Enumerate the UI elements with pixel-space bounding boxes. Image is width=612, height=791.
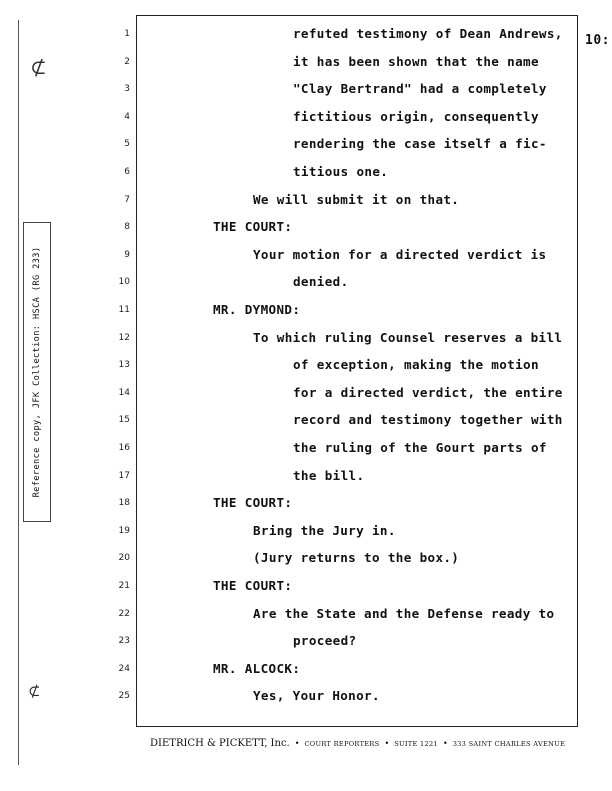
line-number: 12 [118,332,130,343]
transcript-line: Yes, Your Honor. [253,688,380,704]
page-number: 10: [585,33,610,48]
transcript-line: THE COURT: [213,495,293,511]
transcript-line: "Clay Bertrand" had a completely [293,81,547,97]
footer: DIETRICH & PICKETT, Inc. • COURT REPORTERS • SUITE 1221 • 333 SAINT CHARLES AVENUE [150,738,566,749]
line-number: 24 [118,663,130,674]
footer-firm: DIETRICH & PICKETT, Inc. [150,738,290,749]
line-number: 7 [124,194,130,205]
transcript-line: for a directed verdict, the entire [293,384,563,400]
transcript-line: fictitious origin, consequently [293,108,539,124]
line-number: 6 [124,167,130,177]
punch-hole-mark: ⊄ [28,682,41,700]
transcript-line: refuted testimony of Dean Andrews, [293,26,563,41]
transcript-line: titious one. [293,164,389,179]
transcript-line: MR. ALCOCK: [213,660,301,676]
line-number: 15 [118,415,130,426]
footer-label-suite: SUITE 1221 [394,740,438,748]
line-number: 9 [124,249,130,260]
transcript-line: Your motion for a directed verdict is [253,246,547,262]
transcript-line: Bring the Jury in. [253,522,396,538]
transcript-line: proceed? [293,633,357,649]
transcript-line: rendering the case itself a fic- [293,136,547,152]
line-number: 16 [118,443,130,453]
footer-label-reporters: COURT REPORTERS [304,740,380,748]
left-margin-rule [18,20,19,765]
line-number: 23 [118,636,130,647]
transcript-line: THE COURT: [213,578,293,593]
line-number: 2 [124,56,130,67]
transcript-line: We will submit it on that. [253,191,460,207]
transcript-line: To which ruling Counsel reserves a bill [253,329,563,345]
line-number: 1 [124,29,130,39]
line-number: 20 [118,553,130,564]
line-number: 5 [124,139,130,150]
line-number: 4 [124,111,130,122]
transcript-line: record and testimony together with [293,412,563,428]
line-number: 3 [124,84,130,95]
line-number: 17 [118,470,130,481]
line-number: 18 [118,498,130,509]
line-number: 21 [118,581,130,591]
line-number: 8 [124,222,130,233]
line-number: 13 [118,360,130,371]
transcript-line: the ruling of the Gourt parts of [293,440,547,455]
transcript-line: (Jury returns to the box.) [253,550,460,566]
punch-hole-mark: ⊄ [30,55,47,79]
transcript-line: THE COURT: [213,219,293,235]
transcript-line: MR. DYMOND: [213,302,301,317]
line-number: 10 [118,277,130,288]
footer-label-address: 333 SAINT CHARLES AVENUE [452,740,566,748]
reference-stamp-text: Reference copy, JFK Collection: HSCA (RG 233) [32,246,42,498]
line-number: 19 [118,525,130,536]
transcript-line: denied. [293,274,349,290]
line-number: 25 [118,691,130,702]
transcript-line: Are the State and the Defense ready to [253,605,555,621]
transcript-line: it has been shown that the name [293,53,539,69]
line-number: 11 [118,305,130,315]
transcript-line: the bill. [293,467,365,483]
line-number: 14 [118,387,130,398]
transcript-line: of exception, making the motion [293,357,539,373]
line-number: 22 [118,608,130,619]
